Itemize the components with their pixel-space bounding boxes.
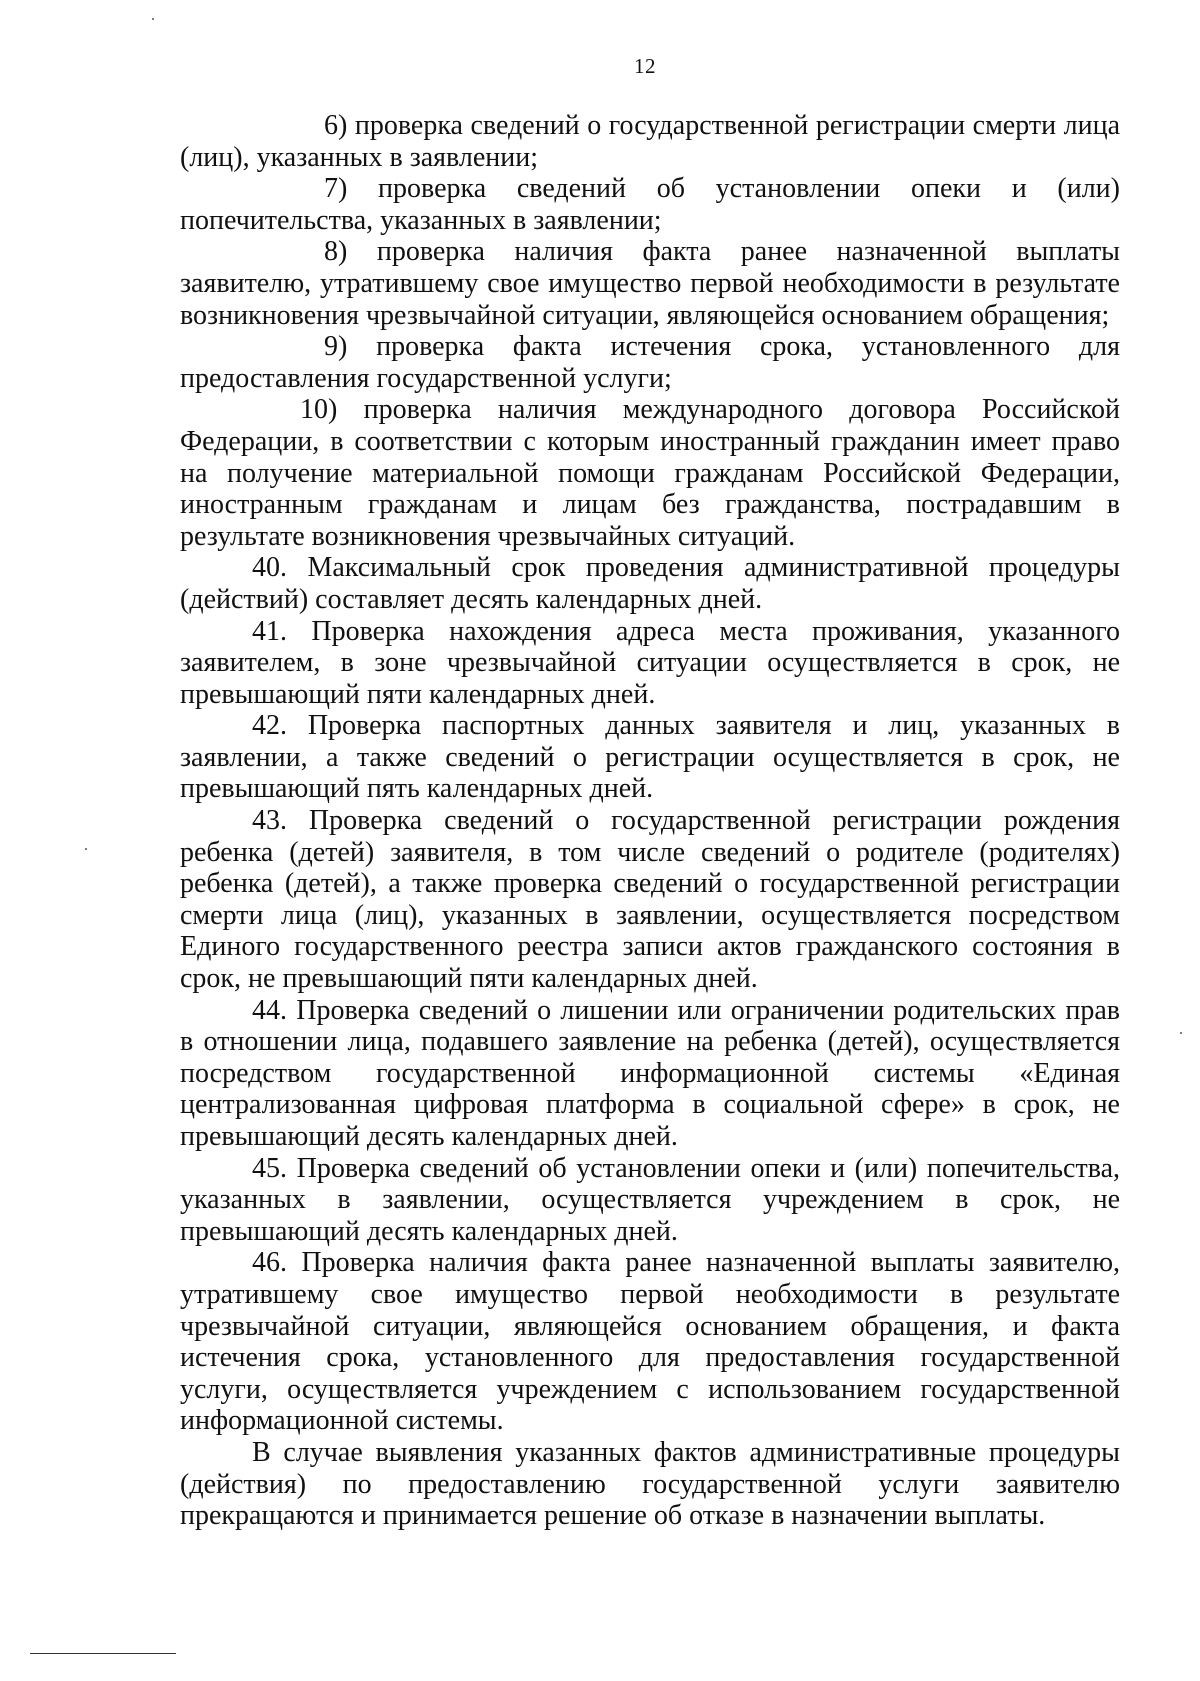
list-item-8: [180, 236, 1120, 331]
list-item-7: [180, 173, 1120, 236]
scan-artifact-dot: [152, 18, 154, 20]
list-item-10: [180, 394, 1120, 552]
list-item-number: 7): [324, 173, 348, 205]
document-body: [180, 110, 1120, 1532]
list-item-text: проверка наличия международного договора Российской Федерации, в соответствии с которым иностранный гражданин имеет право на получение материальной помощи гражданам Российской Федерации, иностранным гражданам и лицам без гражданства, пострадавшим в результате возникновения чрезвычайных ситуаций.: [180, 394, 1121, 552]
page-number: 12: [634, 54, 656, 78]
list-item-text: проверка наличия факта ранее назначенной выплаты заявителю, утратившему свое имущество первой необходимости в результате возникновения чрезвычайной ситуации, являющейся основанием обращения;: [180, 236, 1120, 331]
scan-artifact-dot: [85, 848, 87, 850]
list-item-number: 8): [324, 236, 348, 268]
list-item-6: [180, 110, 1120, 173]
list-item-text: проверка сведений об установлении опеки и (или) попечительства, указанных в заявлении;: [180, 173, 1120, 236]
paragraph-43: 43. Проверка сведений о государственной регистрации рождения ребенка (детей) заявителя, в том числе сведений о родителе (родителях) ребенка (детей), а также проверка сведений о государственной регистрации смерти лица (лиц), указанных в заявлении, осуществляется посредством Единого государственного реестра записи актов гражданского состояния в срок, не превышающий пяти календарных дней.: [180, 805, 1120, 995]
list-item-9: [180, 331, 1120, 394]
list-item-text: проверка факта истечения срока, установленного для предоставления государственной услуги;: [180, 331, 1120, 394]
list-item-number: 9): [324, 331, 348, 363]
list-item-number: 10): [300, 394, 338, 426]
scan-artifact-dot: [1180, 1032, 1182, 1034]
paragraph-42: 42. Проверка паспортных данных заявителя и лиц, указанных в заявлении, а также сведений о регистрации осуществляется в срок, не превышающий пять календарных дней.: [180, 710, 1120, 805]
scan-artifact-line: [30, 1653, 176, 1654]
paragraph-40: 40. Максимальный срок проведения административной процедуры (действий) составляет десять календарных дней.: [180, 552, 1120, 615]
paragraph-45: 45. Проверка сведений об установлении опеки и (или) попечительства, указанных в заявлении, осуществляется учреждением в срок, не превышающий десять календарных дней.: [180, 1152, 1120, 1247]
list-item-text: проверка сведений о государственной регистрации смерти лица (лиц), указанных в заявлении;: [180, 110, 1120, 173]
paragraph-46: 46. Проверка наличия факта ранее назначенной выплаты заявителю, утратившему свое имущество первой необходимости в результате чрезвычайной ситуации, являющейся основанием обращения, и факта истечения срока, установленного для предоставления государственной услуги, осуществляется учреждением с использованием государственной информационной системы.: [180, 1247, 1120, 1437]
paragraph-conclusion: В случае выявления указанных фактов административные процедуры (действия) по предоставлению государственной услуги заявителю прекращаются и принимается решение об отказе в назначении выплаты.: [180, 1436, 1120, 1532]
paragraph-44: 44. Проверка сведений о лишении или ограничении родительских прав в отношении лица, подавшего заявление на ребенка (детей), осуществляется посредством государственной информационной системы «Единая централизованная цифровая платформа в социальной сфере» в срок, не превышающий десять календарных дней.: [180, 994, 1120, 1152]
list-item-number: 6): [324, 110, 348, 141]
paragraph-41: 41. Проверка нахождения адреса места проживания, указанного заявителем, в зоне чрезвычайной ситуации осуществляется в срок, не превышающий пяти календарных дней.: [180, 615, 1120, 710]
